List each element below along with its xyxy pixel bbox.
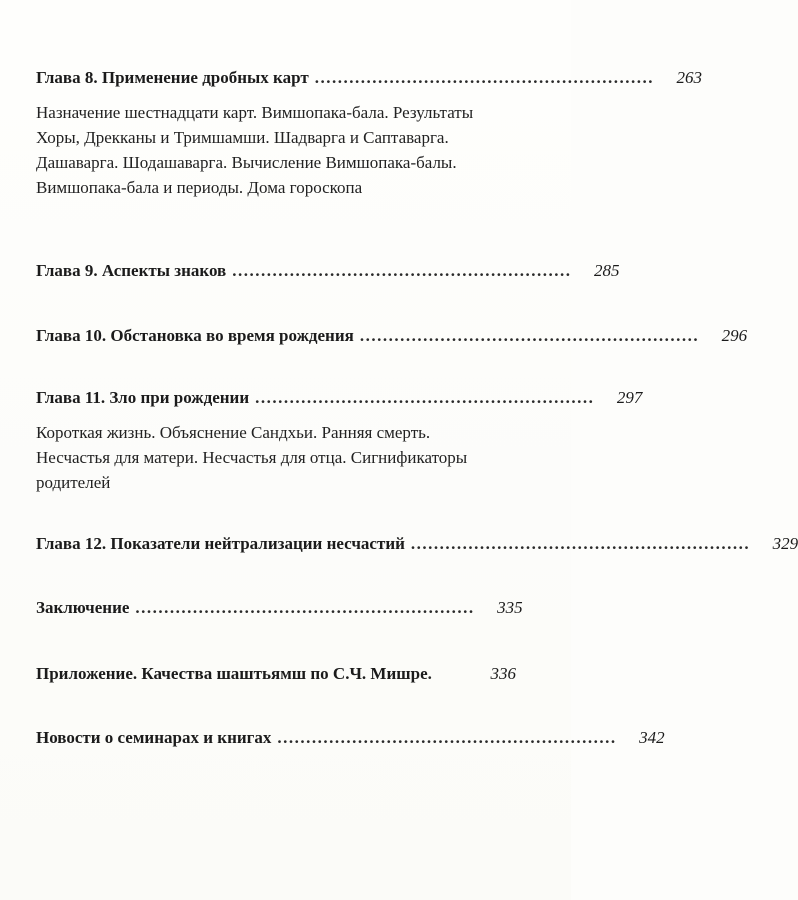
toc-entry-line: [36, 384, 643, 412]
toc-entry-title: Заключение: [36, 598, 130, 617]
toc-entry-page-number: 297: [616, 388, 643, 407]
dot-leader: ...........................................................: [359, 326, 700, 345]
toc-entry-page-number: 285: [593, 261, 620, 280]
toc-entry-description: Короткая жизнь. Объяснение Сандхьи. Ранняя смерть. Несчастья для матери. Несчастья для отца. Сигнификаторы родителей: [36, 423, 468, 492]
toc-entry-line: [36, 322, 748, 350]
toc-entry-chapter-12: [36, 530, 798, 558]
toc-entry-chapter-8: [36, 64, 702, 200]
dot-leader: ...........................................................: [232, 261, 572, 280]
toc-entry-line: [36, 257, 620, 285]
toc-entry-line: [36, 594, 523, 622]
dot-leader: ...........................................................: [255, 388, 595, 407]
toc-entry-line: [36, 660, 516, 688]
toc-entry-page-number: 335: [497, 598, 523, 617]
toc-entry-conclusion: [36, 594, 523, 622]
dot-leader: ...........................................................: [410, 534, 751, 553]
toc-entry-page-number: 336: [490, 664, 516, 683]
toc-entry-title: Глава 10. Обстановка во время рождения: [36, 326, 354, 345]
toc-entry-title: Приложение. Качества шаштьямш по С.Ч. Мишре: [36, 664, 428, 683]
toc-entry-title: Глава 12. Показатели нейтрализации несчастий: [36, 534, 405, 553]
toc-entry-chapter-11: [36, 384, 643, 495]
toc-entry-appendix: [36, 660, 516, 688]
toc-entry-line: [36, 724, 665, 752]
toc-entry-chapter-9: [36, 257, 620, 285]
toc-entry-page-number: 329: [772, 534, 798, 553]
dot-leader: ...........................................................: [135, 598, 475, 617]
dot-leader: ...........................................................: [314, 68, 654, 87]
toc-entry-news: [36, 724, 665, 752]
toc-entry-page-number: 342: [639, 728, 665, 747]
toc-entry-page-number: 296: [721, 326, 748, 345]
dot-leader: .: [427, 664, 432, 683]
toc-entry-title: Новости о семинарах и книгах: [36, 728, 272, 747]
toc-entry-page-number: 263: [676, 68, 702, 87]
toc-entry-title: Глава 11. Зло при рождении: [36, 388, 250, 407]
toc-entry-line: [36, 530, 798, 558]
dot-leader: ...........................................................: [277, 728, 617, 747]
toc-entry-line: [36, 64, 702, 92]
toc-entry-description: Назначение шестнадцати карт. Вимшопака-бала. Результаты Хоры, Дрекканы и Тримшамши. Шадварга и Саптаварга. Дашаварга. Шодашаварга. Вычисление Вимшопака-балы. Вимшопака-бала и периоды. Дома гороскопа: [36, 103, 474, 197]
toc-entry-title: Глава 9. Аспекты знаков: [36, 261, 227, 280]
toc-entry-chapter-10: [36, 322, 748, 350]
toc-entry-title: Глава 8. Применение дробных карт: [36, 68, 309, 87]
